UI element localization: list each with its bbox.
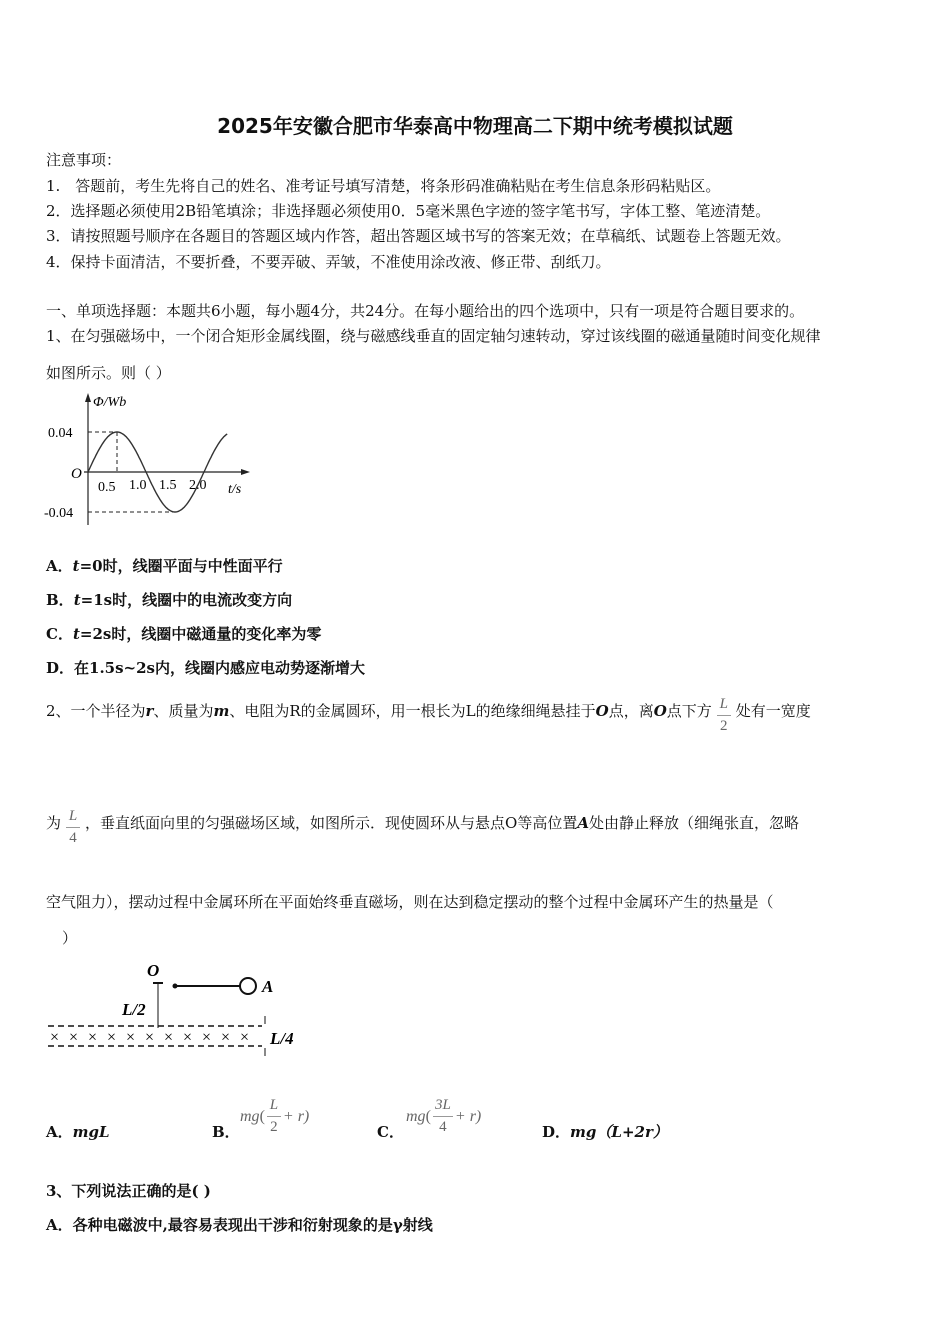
magnetic-field-cross: × [164,1029,174,1046]
magnetic-field-cross: × [50,1029,60,1046]
magnetic-field-cross: × [183,1029,193,1046]
note-item: 1. 答题前，考生先将自己的姓名、准考证号填写清楚，将条形码准确粘贴在考生信息条形码粘贴区。 [46,177,721,195]
q1-option-b: B．t=1s时，线圈中的电流改变方向 [46,591,293,609]
magnetic-field-cross: × [88,1029,98,1046]
q2-option-c-letter: C． [377,1123,404,1141]
q1-stem: 1、在匀强磁场中，一个闭合矩形金属线圈，绕与磁感线垂直的固定轴匀速转动，穿过该线圈的磁通量随时间变化规律 [46,327,821,345]
magnetic-field-cross: × [69,1029,79,1046]
x-tick: 2.0 [189,478,207,493]
section-heading: 一、单项选择题：本题共6小题，每小题4分，共24分。在每小题给出的四个选项中，只有一项是符合题目要求的。 [46,302,805,320]
magnetic-field-cross: × [221,1029,231,1046]
metal-ring [240,978,256,994]
q2-option-c-expr: mg ( $\frac{3L}{4}$ + r) [406,1097,482,1135]
note-item: 3．请按照题号顺序在各题目的答题区域内作答，超出答题区域书写的答案无效；在草稿纸、试题卷上答题无效。 [46,227,791,245]
flux-time-graph [40,390,260,530]
q2-stem-cont: 为 $\frac{L}{4}$ ，垂直纸面向里的匀强磁场区域，如图所示．现使圆环从与悬点O等高位置A处由静止释放（细绳张直，忽略 [46,808,799,846]
y-tick-neg: -0.04 [44,506,74,521]
q1-stem-cont: 如图所示。则（ ） [46,364,171,382]
x-tick: 1.0 [129,478,147,493]
label-o: O [147,961,160,980]
magnetic-field-cross: × [145,1029,155,1046]
x-axis-label: t/s [228,482,242,497]
q1-option-d: D．在1.5s~2s内，线圈内感应电动势逐渐增大 [46,659,366,677]
q2-option-b-expr: mg ( $\frac{L}{2}$ + r) [240,1097,310,1135]
magnetic-field-cross: × [240,1029,250,1046]
q2-option-a: A．mgL [46,1123,110,1141]
fraction-l-over-2: $\frac{L}{2}$ [717,697,731,734]
y-axis-label: Φ/Wb [93,395,127,410]
q3-option-a: A．各种电磁波中,最容易表现出干涉和衍射现象的是γ射线 [46,1216,433,1234]
note-item: 4．保持卡面清洁，不要折叠，不要弄破、弄皱，不准使用涂改液、修正带、刮纸刀。 [46,253,611,271]
notes-heading: 注意事项： [46,151,122,169]
y-axis-arrow [85,393,91,402]
label-l-quarter: L/4 [270,1029,294,1048]
origin-label: O [71,466,82,482]
x-tick: 0.5 [98,480,116,495]
q2-stem-end: ） [62,929,78,947]
q2-stem-cont: 空气阻力），摆动过程中金属环所在平面始终垂直磁场，则在达到稳定摆动的整个过程中金属环产生的热量是（ [46,893,774,911]
q1-option-c: C．t=2s时，线圈中磁通量的变化率为零 [46,625,322,643]
note-item: 2．选择题必须使用2B铅笔填涂；非选择题必须使用0．5毫米黑色字迹的签字笔书写，字体工整、笔迹清楚。 [46,202,771,220]
x-tick: 1.5 [159,478,177,493]
magnetic-field-cross: × [126,1029,136,1046]
fraction-l-over-4: $\frac{L}{4}$ [66,809,80,846]
pendulum-magnetic-field-figure [40,958,320,1068]
label-l-half: L/2 [122,1000,146,1019]
q1-option-a: A．t=0时，线圈平面与中性面平行 [46,557,283,575]
q2-option-b-letter: B． [212,1123,240,1141]
page-title: 2025年安徽合肥市华泰高中物理高二下期中统考模拟试题 [217,114,733,138]
q3-stem: 3、下列说法正确的是( ) [46,1182,211,1200]
q2-option-d: D．mg（L+2r） [542,1123,668,1141]
magnetic-field-cross: × [107,1029,117,1046]
y-tick-pos: 0.04 [48,426,73,441]
label-a: A [262,977,274,996]
magnetic-field-cross: × [202,1029,212,1046]
q2-stem: 2、一个半径为r、质量为m、电阻为R的金属圆环，用一根长为L的绝缘细绳悬挂于O点，离O点下方 $\frac{L}{2}$ 处有一宽度 [46,696,811,734]
x-axis-arrow [241,469,250,475]
